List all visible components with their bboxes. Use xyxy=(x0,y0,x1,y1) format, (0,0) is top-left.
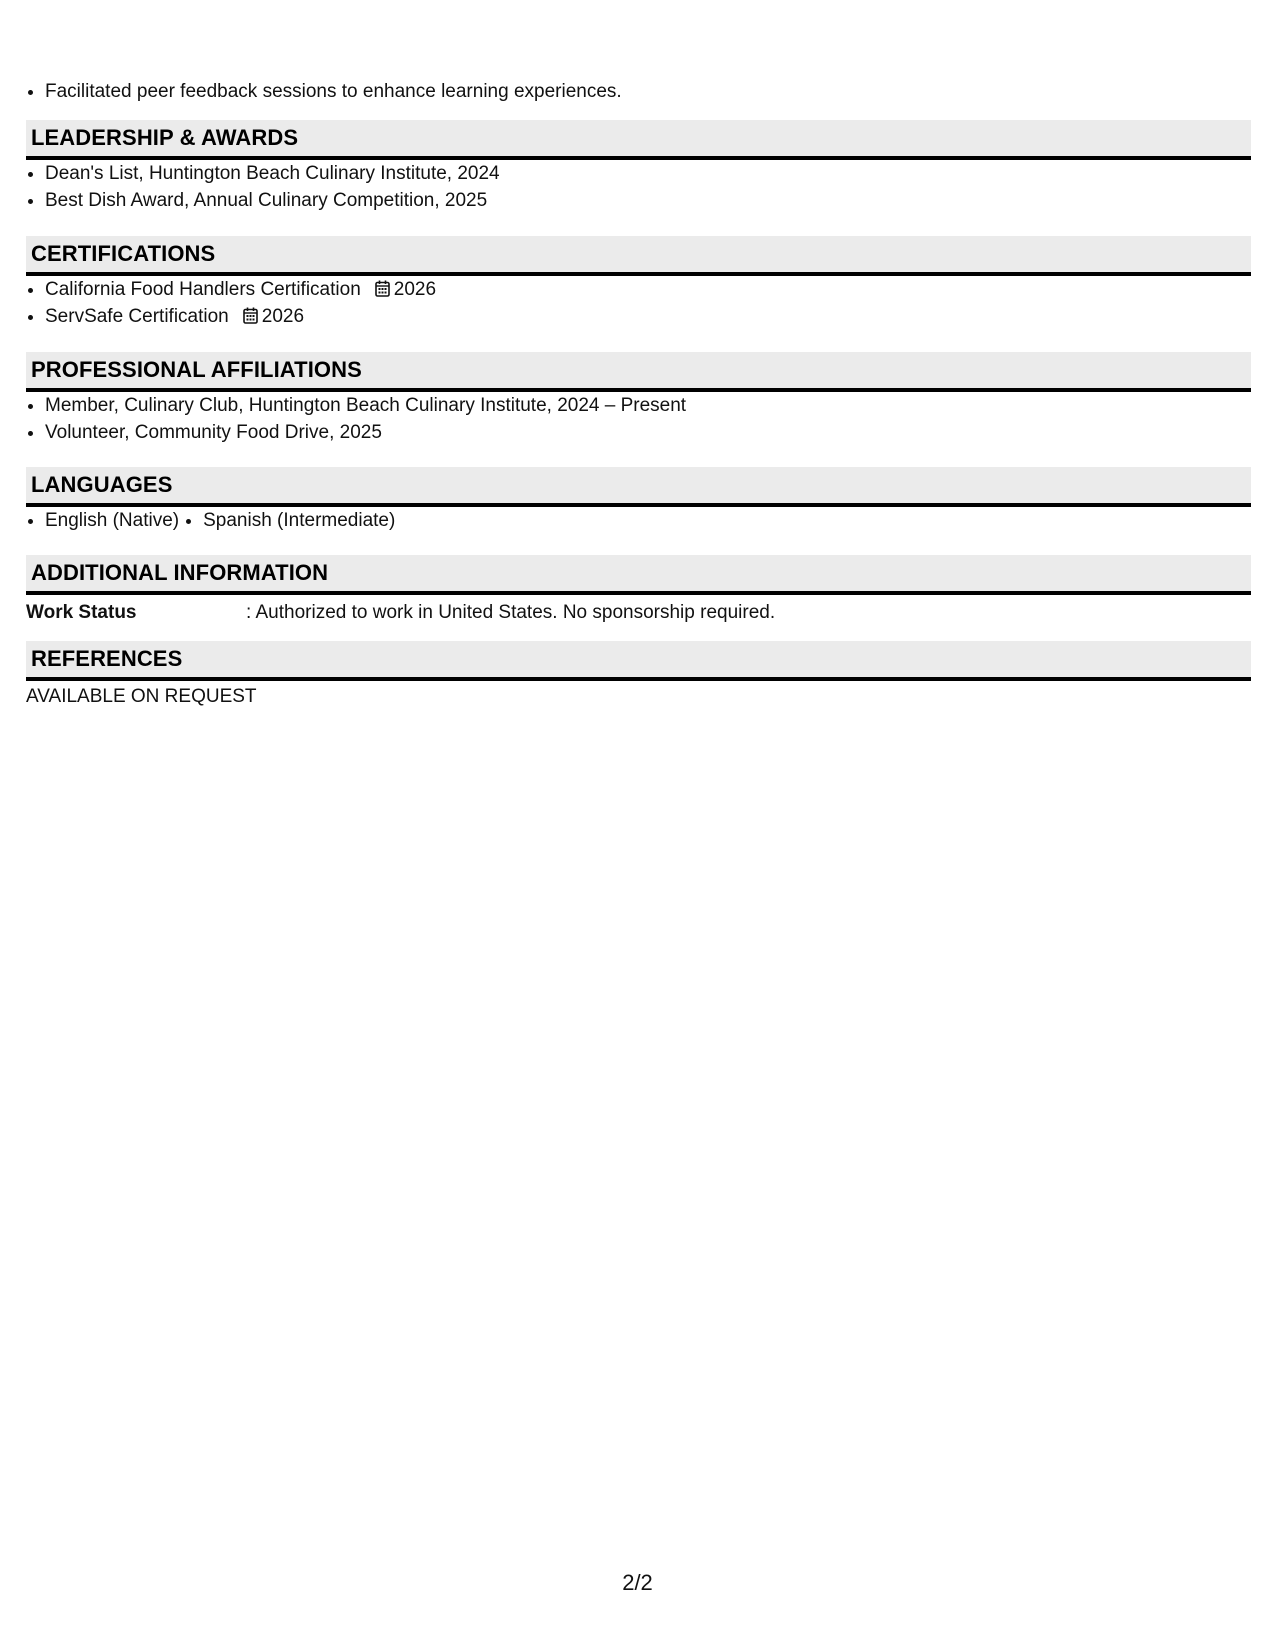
work-status-value: : Authorized to work in United States. No sponsorship required. xyxy=(246,602,776,623)
section-header xyxy=(26,120,1251,160)
language-item: • Spanish (Intermediate) xyxy=(203,507,395,534)
list-item xyxy=(45,303,1251,330)
experience-carryover-list xyxy=(26,78,1251,105)
certification-year: 2026 xyxy=(393,279,437,300)
list-item xyxy=(45,276,1251,303)
certification-year: 2026 xyxy=(261,306,305,327)
section-header xyxy=(26,641,1251,681)
list-item: • Facilitated peer feedback sessions to enhance learning experiences. xyxy=(45,78,1251,105)
section-title: REFERENCES xyxy=(31,646,183,671)
page-number: 2/2 xyxy=(622,1570,653,1595)
additional-info-section xyxy=(26,555,1251,626)
languages-section xyxy=(26,467,1251,534)
section-header xyxy=(26,352,1251,392)
leadership-section xyxy=(26,120,1251,214)
list-item: • Best Dish Award, Annual Culinary Competition, 2025 xyxy=(45,187,1251,214)
section-header xyxy=(26,555,1251,595)
list-item: • Dean's List, Huntington Beach Culinary Institute, 2024 xyxy=(45,160,1251,187)
section-title: CERTIFICATIONS xyxy=(31,241,216,266)
section-title: ADDITIONAL INFORMATION xyxy=(31,560,329,585)
leadership-list xyxy=(26,160,1251,214)
language-item: • English (Native) xyxy=(45,507,179,534)
list-item: • Volunteer, Community Food Drive, 2025 xyxy=(45,419,1251,446)
certification-name: ServSafe Certification xyxy=(45,306,229,327)
work-status-label: Work Status xyxy=(26,602,137,623)
certifications-section xyxy=(26,236,1251,330)
work-status-row xyxy=(26,599,1251,626)
certification-name: California Food Handlers Certification xyxy=(45,279,361,300)
section-header xyxy=(26,467,1251,507)
list-item: • Member, Culinary Club, Huntington Beach Culinary Institute, 2024 – Present xyxy=(45,392,1251,419)
references-section xyxy=(26,641,1251,710)
certifications-list xyxy=(26,276,1251,330)
calendar-icon xyxy=(243,307,258,324)
section-header xyxy=(26,236,1251,276)
resume-page xyxy=(26,0,1251,1650)
section-title: LANGUAGES xyxy=(31,472,173,497)
section-title: PROFESSIONAL AFFILIATIONS xyxy=(31,357,362,382)
references-text: AVAILABLE ON REQUEST xyxy=(26,686,257,707)
affiliations-list xyxy=(26,392,1251,446)
calendar-icon xyxy=(375,280,390,297)
languages-list xyxy=(26,507,1251,534)
section-title: LEADERSHIP & AWARDS xyxy=(31,125,299,150)
affiliations-section xyxy=(26,352,1251,446)
